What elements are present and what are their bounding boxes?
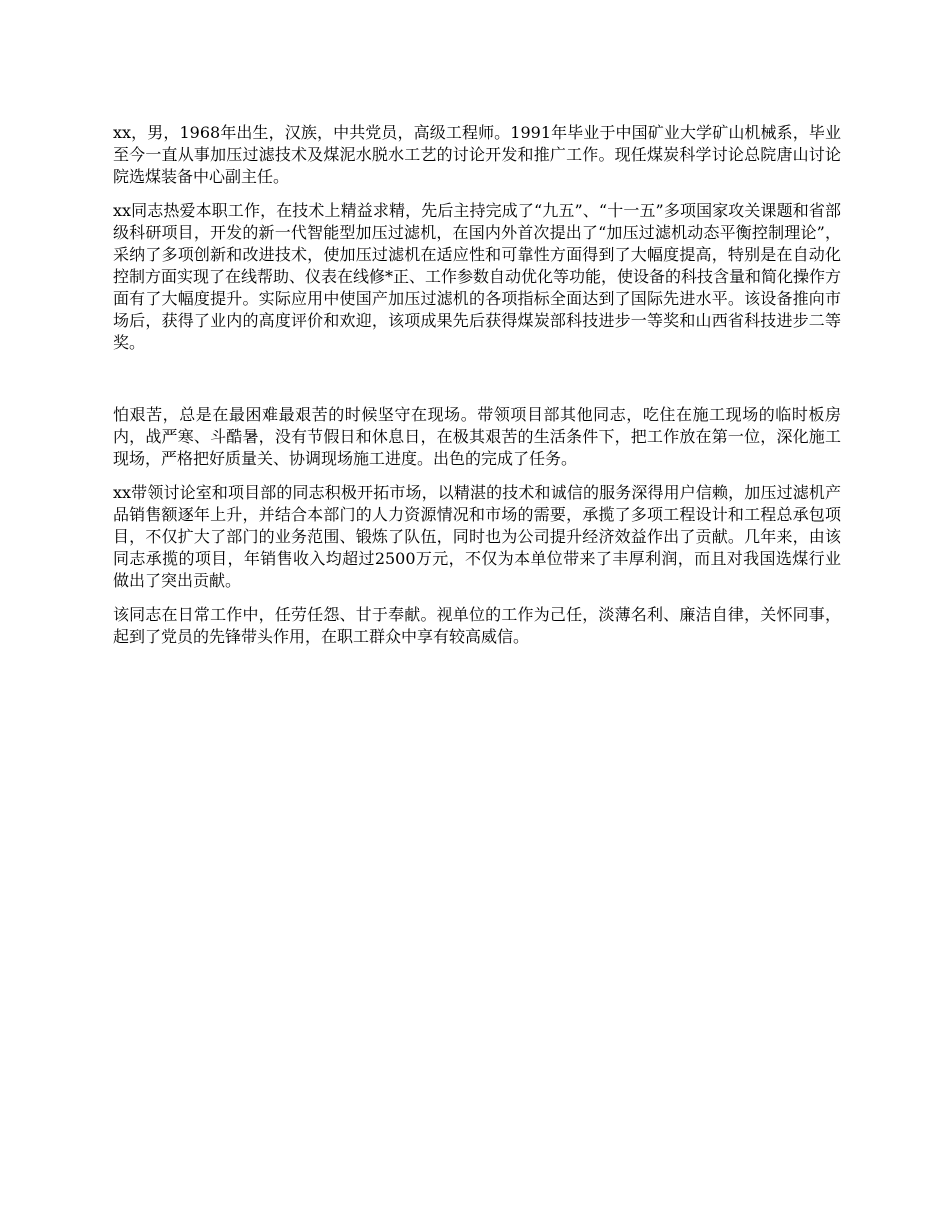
section-gap — [113, 366, 841, 404]
document-page — [113, 122, 841, 660]
paragraph-market-expansion: xx带领讨论室和项目部的同志积极开拓市场，以精湛的技术和诚信的服务深得用户信赖，加压过滤机产品销售额逐年上升，并结合本部门的人力资源情况和市场的需要，承揽了多项工程设计和工程总承包项目，不仅扩大了部门的业务范围、锻炼了队伍，同时也为公司提升经济效益作出了贡献。几年来，由该同志承揽的项目，年销售收入均超过2500万元，不仅为本单位带来了丰厚利润，而且对我国选煤行业做出了突出贡献。 — [113, 483, 841, 590]
paragraph-bio: xx，男，1968年出生，汉族，中共党员，高级工程师。1991年毕业于中国矿业大学矿山机械系，毕业至今一直从事加压过滤技术及煤泥水脱水工艺的讨论开发和推广工作。现任煤炭科学讨论总院唐山讨论院选煤装备中心副主任。 — [113, 123, 841, 186]
paragraph-technical-achievements: xx同志热爱本职工作，在技术上精益求精，先后主持完成了“九五”、“十一五”多项国家攻关课题和省部级科研项目，开发的新一代智能型加压过滤机，在国内外首次提出了“加压过滤机动态平衡控制理论”，采纳了多项创新和改进技术，使加压过滤机在适应性和可靠性方面得到了大幅度提高，特别是在自动化控制方面实现了在线帮助、仪表在线修*正、工作参数自动优化等功能，使设备的科技含量和简化操作方面有了大幅度提升。实际应用中使国产加压过滤机的各项指标全面达到了国际先进水平。该设备推向市场后，获得了业内的高度评价和欢迎，该项成果先后获得煤炭部科技进步一等奖和山西省科技进步二等奖。 — [113, 201, 842, 352]
paragraph-field-work: 怕艰苦，总是在最困难最艰苦的时候坚守在现场。带领项目部其他同志，吃住在施工现场的临时板房内，战严寒、斗酷暑，没有节假日和休息日，在极其艰苦的生活条件下，把工作放在第一位，深化施工现场，严格把好质量关、协调现场施工进度。出色的完成了任务。 — [113, 405, 841, 468]
paragraph-conduct: 该同志在日常工作中，任劳任怨、甘于奉献。视单位的工作为己任，淡薄名利、廉洁自律，关怀同事，起到了党员的先锋带头作用，在职工群众中享有较高威信。 — [113, 605, 841, 646]
